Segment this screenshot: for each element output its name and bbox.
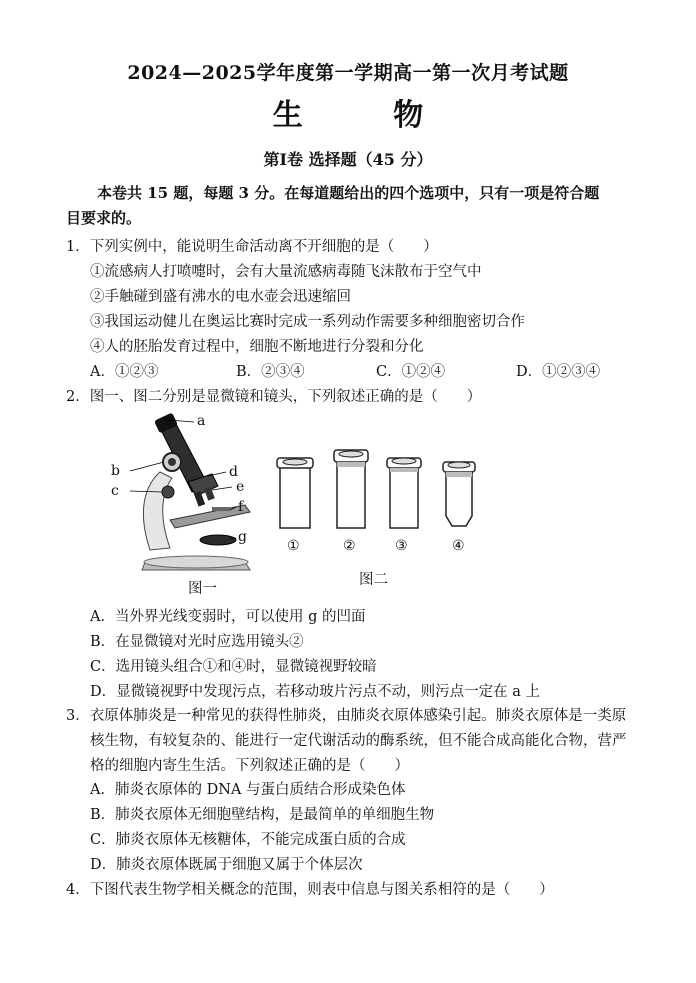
subject-title: 生 物 — [272, 98, 464, 133]
q1-item-1: ①流感病人打喷嚏时，会有大量流感病毒随飞沫散布于空气中 — [90, 264, 482, 280]
q2-option-a: A．当外界光线变弱时，可以使用 g 的凹面 — [90, 609, 366, 625]
fig2-number-1: ① — [287, 538, 300, 554]
fig2-number-4: ④ — [452, 538, 465, 554]
q1-stem: 1．下列实例中，能说明生命活动离不开细胞的是（ ） — [66, 239, 438, 255]
fig1-label-e: e — [236, 479, 245, 495]
q2-option-b: B．在显微镜对光时应选用镜头② — [90, 634, 304, 650]
lenses-figure — [270, 448, 490, 538]
exam-title: 2024—2025学年度第一学期高一第一次月考试题 — [127, 62, 569, 84]
q4-stem: 4．下图代表生物学相关概念的范围，则表中信息与图关系相符的是（ ） — [66, 882, 554, 898]
q3-option-d: D．肺炎衣原体既属于细胞又属于个体层次 — [90, 857, 363, 873]
q1-option-b: B．②③④ — [236, 364, 305, 380]
fig1-label-a: a — [197, 413, 206, 429]
fig1-label-g: g — [238, 529, 247, 545]
fig1-label-b: b — [111, 463, 120, 479]
q3-stem-line-2: 核生物，有较复杂的、能进行一定代谢活动的酶系统，但不能合成高能化合物，营严 — [90, 733, 627, 749]
q2-stem: 2．图一、图二分别是显微镜和镜头，下列叙述正确的是（ ） — [66, 389, 482, 405]
q3-stem-line-1: 3．衣原体肺炎是一种常见的获得性肺炎，由肺炎衣原体感染引起。肺炎衣原体是一类原 — [66, 708, 627, 724]
q1-item-2: ②手触碰到盛有沸水的电水壶会迅速缩回 — [90, 289, 351, 305]
fig1-label-f: f — [238, 499, 244, 515]
q2-option-c: C．选用镜头组合①和④时，显微镜视野较暗 — [90, 659, 377, 675]
fig1-caption: 图一 — [188, 581, 217, 597]
q1-option-d: D．①②③④ — [516, 364, 601, 380]
q1-item-4: ④人的胚胎发育过程中，细胞不断地进行分裂和分化 — [90, 339, 424, 355]
q3-option-c: C．肺炎衣原体无核糖体，不能完成蛋白质的合成 — [90, 832, 406, 848]
fig2-caption: 图二 — [359, 572, 388, 588]
q3-stem-line-3: 格的细胞内寄生生活。下列叙述正确的是（ ） — [90, 758, 409, 774]
q3-option-b: B．肺炎衣原体无细胞壁结构，是最简单的单细胞生物 — [90, 807, 435, 823]
fig1-label-c: c — [111, 483, 119, 499]
fig2-number-3: ③ — [395, 538, 408, 554]
q1-option-c: C．①②④ — [376, 364, 446, 380]
fig1-label-d: d — [229, 464, 238, 480]
q1-option-a: A．①②③ — [90, 364, 159, 380]
fig2-number-2: ② — [343, 538, 356, 554]
q3-option-a: A．肺炎衣原体的 DNA 与蛋白质结合形成染色体 — [90, 782, 406, 798]
q2-option-d: D．显微镜视野中发现污点，若移动玻片污点不动，则污点一定在 a 上 — [90, 684, 540, 700]
section-heading: 第Ⅰ卷 选择题（45 分） — [263, 150, 433, 169]
instructions-line-1: 本卷共 15 题，每题 3 分。在每道题给出的四个选项中，只有一项是符合题 — [97, 184, 600, 202]
q1-item-3: ③我国运动健儿在奥运比赛时完成一系列动作需要多种细胞密切合作 — [90, 314, 525, 330]
microscope-figure — [100, 410, 280, 580]
instructions-line-2: 目要求的。 — [66, 209, 142, 227]
